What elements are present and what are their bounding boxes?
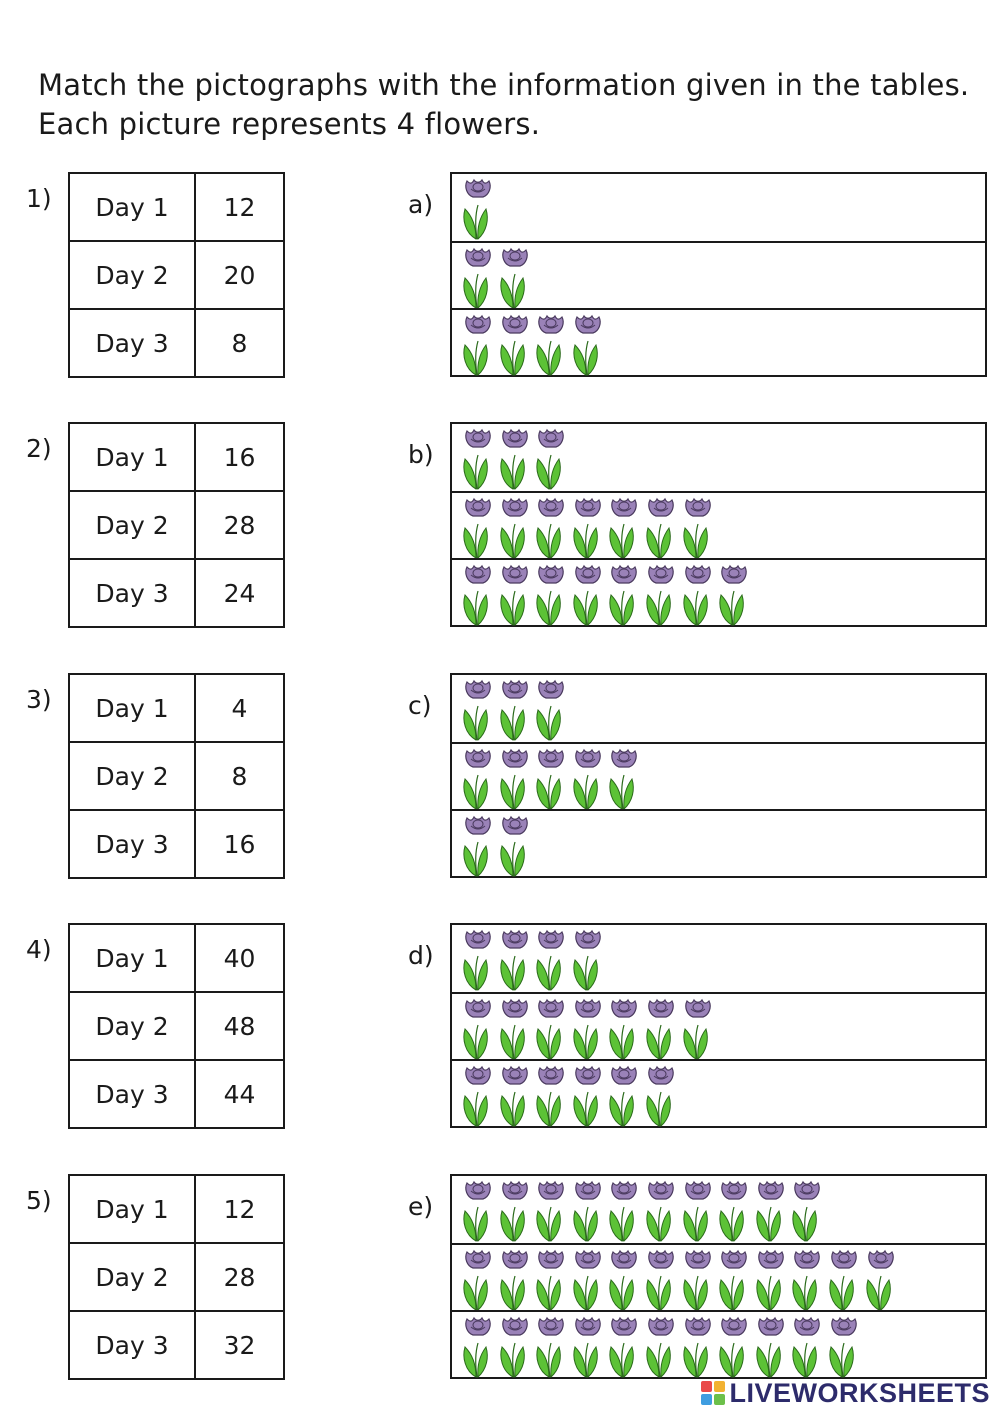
liveworksheets-logo-icon bbox=[701, 1381, 725, 1405]
day-cell: Day 1 bbox=[69, 1175, 195, 1243]
flower-icon bbox=[534, 561, 568, 627]
pictograph bbox=[450, 673, 987, 878]
value-cell: 24 bbox=[195, 559, 284, 627]
flower-icon bbox=[790, 1177, 824, 1243]
flower-icon bbox=[461, 812, 495, 878]
day-cell: Day 1 bbox=[69, 924, 195, 992]
flower-icon bbox=[461, 494, 495, 560]
table-row bbox=[69, 924, 284, 992]
flower-icon bbox=[717, 561, 751, 627]
flower-icon bbox=[571, 311, 605, 377]
pictograph-label: c) bbox=[408, 691, 432, 720]
flower-icon bbox=[571, 561, 605, 627]
pictograph-row bbox=[452, 742, 985, 809]
table-row bbox=[69, 1060, 284, 1128]
flower-icon bbox=[498, 425, 532, 491]
value-cell: 32 bbox=[195, 1311, 284, 1379]
pictograph-row bbox=[452, 308, 985, 375]
flower-icon bbox=[461, 1246, 495, 1312]
flower-icon bbox=[461, 311, 495, 377]
table-row bbox=[69, 173, 284, 241]
flower-icon bbox=[644, 1246, 678, 1312]
flower-icon bbox=[790, 1313, 824, 1379]
flower-icon bbox=[717, 1313, 751, 1379]
pictograph-row bbox=[452, 992, 985, 1059]
flower-icon bbox=[754, 1177, 788, 1243]
flower-icon bbox=[534, 311, 568, 377]
value-cell: 4 bbox=[195, 674, 284, 742]
value-cell: 8 bbox=[195, 742, 284, 810]
pictograph-row bbox=[452, 1176, 985, 1243]
flower-icon bbox=[607, 745, 641, 811]
day-cell: Day 3 bbox=[69, 1311, 195, 1379]
pictograph-row bbox=[452, 558, 985, 625]
value-cell: 20 bbox=[195, 241, 284, 309]
flower-icon bbox=[607, 1246, 641, 1312]
pictograph-row bbox=[452, 675, 985, 742]
value-cell: 44 bbox=[195, 1060, 284, 1128]
flower-icon bbox=[534, 494, 568, 560]
flower-icon bbox=[461, 995, 495, 1061]
flower-icon bbox=[534, 1246, 568, 1312]
flower-icon bbox=[717, 1177, 751, 1243]
flower-icon bbox=[717, 1246, 751, 1312]
day-cell: Day 1 bbox=[69, 173, 195, 241]
pictograph-row bbox=[452, 174, 985, 241]
flower-icon bbox=[498, 311, 532, 377]
day-cell: Day 2 bbox=[69, 992, 195, 1060]
value-cell: 12 bbox=[195, 173, 284, 241]
flower-icon bbox=[534, 676, 568, 742]
question-number: 5) bbox=[26, 1186, 52, 1215]
day-cell: Day 1 bbox=[69, 674, 195, 742]
flower-icon bbox=[534, 745, 568, 811]
table-row bbox=[69, 810, 284, 878]
day-cell: Day 1 bbox=[69, 423, 195, 491]
flower-icon bbox=[498, 244, 532, 310]
pictograph-row bbox=[452, 491, 985, 558]
logo-square bbox=[701, 1381, 712, 1392]
flower-icon bbox=[498, 676, 532, 742]
data-table bbox=[68, 673, 285, 879]
flower-icon bbox=[827, 1313, 861, 1379]
flower-icon bbox=[571, 995, 605, 1061]
flower-icon bbox=[571, 745, 605, 811]
flower-icon bbox=[498, 1177, 532, 1243]
logo-square bbox=[701, 1394, 712, 1405]
flower-icon bbox=[461, 425, 495, 491]
value-cell: 16 bbox=[195, 423, 284, 491]
flower-icon bbox=[498, 1313, 532, 1379]
day-cell: Day 3 bbox=[69, 1060, 195, 1128]
logo-square bbox=[714, 1394, 725, 1405]
pictograph-row bbox=[452, 424, 985, 491]
table-row bbox=[69, 674, 284, 742]
flower-icon bbox=[461, 745, 495, 811]
flower-icon bbox=[644, 561, 678, 627]
pictograph-label: e) bbox=[408, 1192, 434, 1221]
flower-icon bbox=[644, 995, 678, 1061]
flower-icon bbox=[571, 1177, 605, 1243]
table-row bbox=[69, 1311, 284, 1379]
pictograph-row bbox=[452, 809, 985, 876]
data-table bbox=[68, 422, 285, 628]
value-cell: 48 bbox=[195, 992, 284, 1060]
instructions bbox=[38, 66, 988, 144]
flower-icon bbox=[498, 494, 532, 560]
brand-name: LIVEWORKSHEETS bbox=[729, 1377, 990, 1408]
table-row bbox=[69, 241, 284, 309]
flower-icon bbox=[827, 1246, 861, 1312]
day-cell: Day 3 bbox=[69, 309, 195, 377]
pictograph-row bbox=[452, 1243, 985, 1310]
flower-icon bbox=[754, 1246, 788, 1312]
flower-icon bbox=[681, 561, 715, 627]
flower-icon bbox=[534, 995, 568, 1061]
flower-icon bbox=[681, 494, 715, 560]
flower-icon bbox=[681, 1177, 715, 1243]
flower-icon bbox=[681, 1246, 715, 1312]
flower-icon bbox=[534, 1313, 568, 1379]
flower-icon bbox=[461, 175, 495, 241]
flower-icon bbox=[461, 676, 495, 742]
flower-icon bbox=[534, 425, 568, 491]
flower-icon bbox=[607, 1062, 641, 1128]
value-cell: 28 bbox=[195, 1243, 284, 1311]
flower-icon bbox=[644, 494, 678, 560]
day-cell: Day 2 bbox=[69, 1243, 195, 1311]
question-number: 3) bbox=[26, 685, 52, 714]
value-cell: 8 bbox=[195, 309, 284, 377]
pictograph-row bbox=[452, 1310, 985, 1377]
flower-icon bbox=[644, 1062, 678, 1128]
day-cell: Day 2 bbox=[69, 742, 195, 810]
pictograph bbox=[450, 422, 987, 627]
pictograph-row bbox=[452, 925, 985, 992]
instruction-line-1: Match the pictographs with the information given in the tables. bbox=[38, 68, 970, 102]
table-row bbox=[69, 309, 284, 377]
flower-icon bbox=[461, 926, 495, 992]
day-cell: Day 2 bbox=[69, 491, 195, 559]
pictograph-row bbox=[452, 1059, 985, 1126]
flower-icon bbox=[534, 1062, 568, 1128]
flower-icon bbox=[461, 1313, 495, 1379]
value-cell: 16 bbox=[195, 810, 284, 878]
flower-icon bbox=[498, 1062, 532, 1128]
flower-icon bbox=[607, 561, 641, 627]
flower-icon bbox=[498, 1246, 532, 1312]
flower-icon bbox=[644, 1177, 678, 1243]
table-row bbox=[69, 491, 284, 559]
question-number: 2) bbox=[26, 434, 52, 463]
data-table bbox=[68, 1174, 285, 1380]
flower-icon bbox=[607, 494, 641, 560]
flower-icon bbox=[571, 926, 605, 992]
table-row bbox=[69, 423, 284, 491]
flower-icon bbox=[607, 1177, 641, 1243]
table-row bbox=[69, 742, 284, 810]
day-cell: Day 3 bbox=[69, 559, 195, 627]
pictograph bbox=[450, 1174, 987, 1379]
flower-icon bbox=[498, 812, 532, 878]
pictograph-label: b) bbox=[408, 440, 434, 469]
pictograph bbox=[450, 172, 987, 377]
flower-icon bbox=[498, 561, 532, 627]
pictograph bbox=[450, 923, 987, 1128]
flower-icon bbox=[534, 1177, 568, 1243]
table-row bbox=[69, 992, 284, 1060]
pictograph-label: d) bbox=[408, 941, 434, 970]
flower-icon bbox=[461, 244, 495, 310]
day-cell: Day 3 bbox=[69, 810, 195, 878]
flower-icon bbox=[681, 1313, 715, 1379]
flower-icon bbox=[498, 995, 532, 1061]
flower-icon bbox=[607, 1313, 641, 1379]
liveworksheets-logo bbox=[701, 1376, 990, 1410]
flower-icon bbox=[534, 926, 568, 992]
flower-icon bbox=[461, 1177, 495, 1243]
flower-icon bbox=[607, 995, 641, 1061]
flower-icon bbox=[461, 1062, 495, 1128]
flower-icon bbox=[461, 561, 495, 627]
logo-square bbox=[714, 1381, 725, 1392]
value-cell: 40 bbox=[195, 924, 284, 992]
table-row bbox=[69, 559, 284, 627]
question-number: 4) bbox=[26, 935, 52, 964]
flower-icon bbox=[681, 995, 715, 1061]
data-table bbox=[68, 923, 285, 1129]
flower-icon bbox=[864, 1246, 898, 1312]
flower-icon bbox=[571, 1062, 605, 1128]
flower-icon bbox=[571, 1246, 605, 1312]
flower-icon bbox=[790, 1246, 824, 1312]
flower-icon bbox=[754, 1313, 788, 1379]
table-row bbox=[69, 1243, 284, 1311]
flower-icon bbox=[498, 926, 532, 992]
question-number: 1) bbox=[26, 184, 52, 213]
instruction-line-2: Each picture represents 4 flowers. bbox=[38, 107, 541, 141]
flower-icon bbox=[644, 1313, 678, 1379]
data-table bbox=[68, 172, 285, 378]
flower-icon bbox=[571, 1313, 605, 1379]
day-cell: Day 2 bbox=[69, 241, 195, 309]
table-row bbox=[69, 1175, 284, 1243]
pictograph-row bbox=[452, 241, 985, 308]
value-cell: 28 bbox=[195, 491, 284, 559]
flower-icon bbox=[498, 745, 532, 811]
pictograph-label: a) bbox=[408, 190, 434, 219]
flower-icon bbox=[571, 494, 605, 560]
value-cell: 12 bbox=[195, 1175, 284, 1243]
